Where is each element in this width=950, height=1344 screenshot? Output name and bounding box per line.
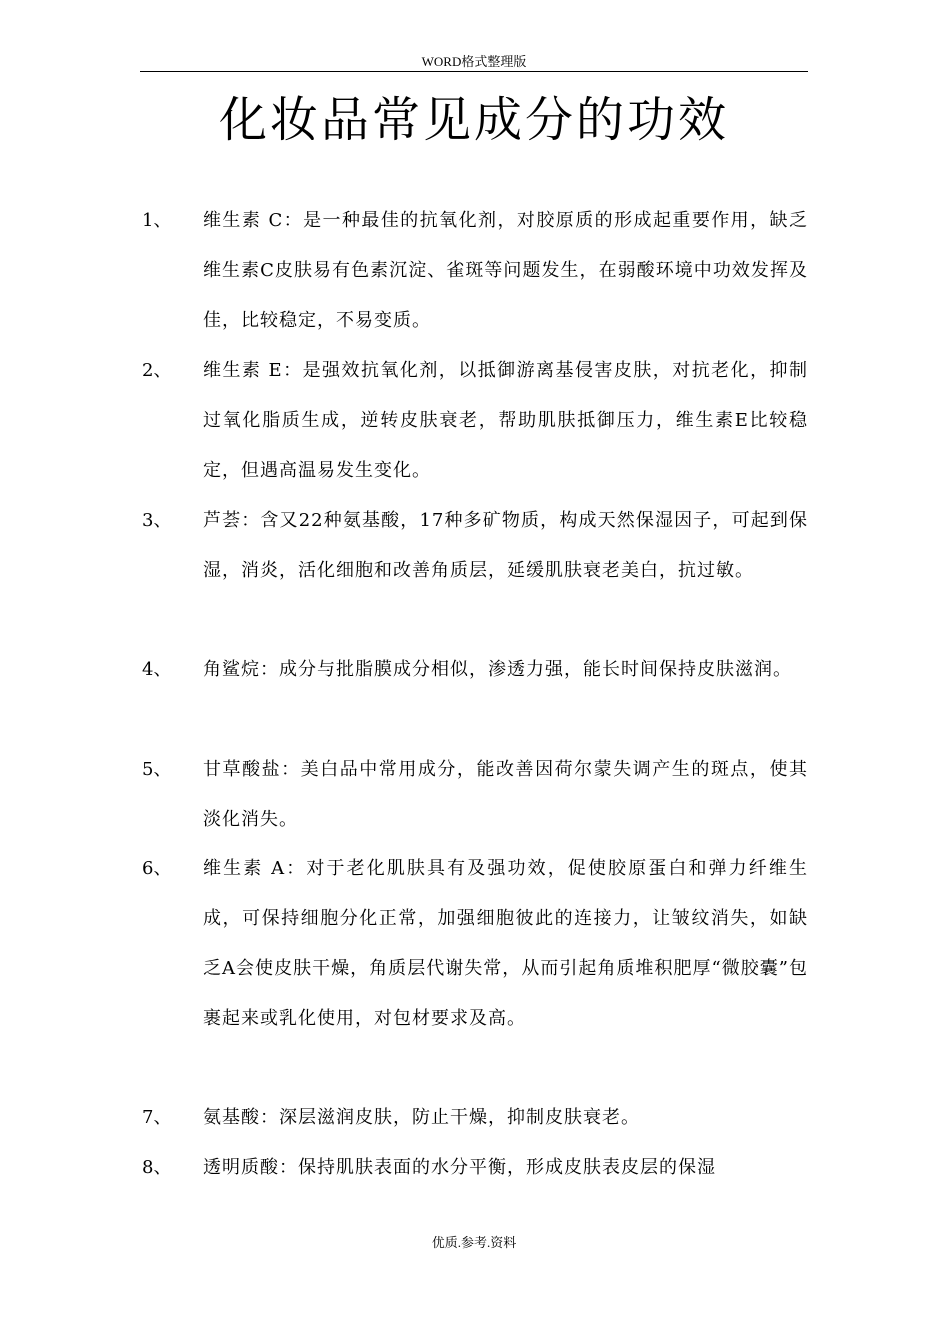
list-item-number: 5、 — [142, 759, 172, 780]
list-item-number: 3、 — [142, 510, 172, 531]
list-item-text: 透明质酸：保持肌肤表面的水分平衡，形成皮肤表皮层的保湿 — [203, 1157, 716, 1178]
page-header-text: WORD格式整理版 — [421, 54, 527, 69]
page-footer-text: 优质.参考.资料 — [431, 1235, 517, 1250]
document-title: 化妆品常见成分的功效 — [218, 92, 729, 148]
list-item-text: 甘草酸盐：美白品中常用成分，能改善因荷尔蒙失调产生的斑点，使其淡化消失。 — [203, 759, 808, 830]
header-divider — [140, 71, 808, 72]
list-item-text: 芦荟：含又22种氨基酸，17种多矿物质，构成天然保湿因子，可起到保湿，消炎，活化细胞和改善角质层，延缓肌肤衰老美白，抗过敏。 — [203, 510, 808, 581]
list-item-number: 4、 — [142, 659, 172, 680]
list-item-number: 2、 — [142, 360, 172, 381]
list-item-number: 6、 — [142, 858, 172, 879]
list-item-number: 8、 — [142, 1157, 172, 1178]
list-item-text: 角鲨烷：成分与批脂膜成分相似，渗透力强，能长时间保持皮肤滋润。 — [203, 659, 792, 680]
list-item-text: 氨基酸：深层滋润皮肤，防止干燥，抑制皮肤衰老。 — [203, 1107, 640, 1128]
list-item-text: 维生素 C：是一种最佳的抗氧化剂，对胶原质的形成起重要作用，缺乏维生素C皮肤易有色素沉淀、雀斑等问题发生，在弱酸环境中功效发挥及佳，比较稳定，不易变质。 — [203, 210, 808, 331]
list-item-text: 维生素 E：是强效抗氧化剂，以抵御游离基侵害皮肤，对抗老化，抑制过氧化脂质生成，逆转皮肤衰老，帮助肌肤抵御压力，维生素E比较稳定，但遇高温易发生变化。 — [203, 360, 808, 481]
list-item-number: 1、 — [142, 210, 172, 231]
list-item-number: 7、 — [142, 1107, 172, 1128]
list-item-text: 维生素 A：对于老化肌肤具有及强功效，促使胶原蛋白和弹力纤维生成，可保持细胞分化正常，加强细胞彼此的连接力，让皱纹消失，如缺乏A会使皮肤干燥，角质层代谢失常，从而引起角质堆积肥厚“微胶囊”包裹起来或乳化使用，对包材要求及高。 — [203, 858, 808, 1029]
